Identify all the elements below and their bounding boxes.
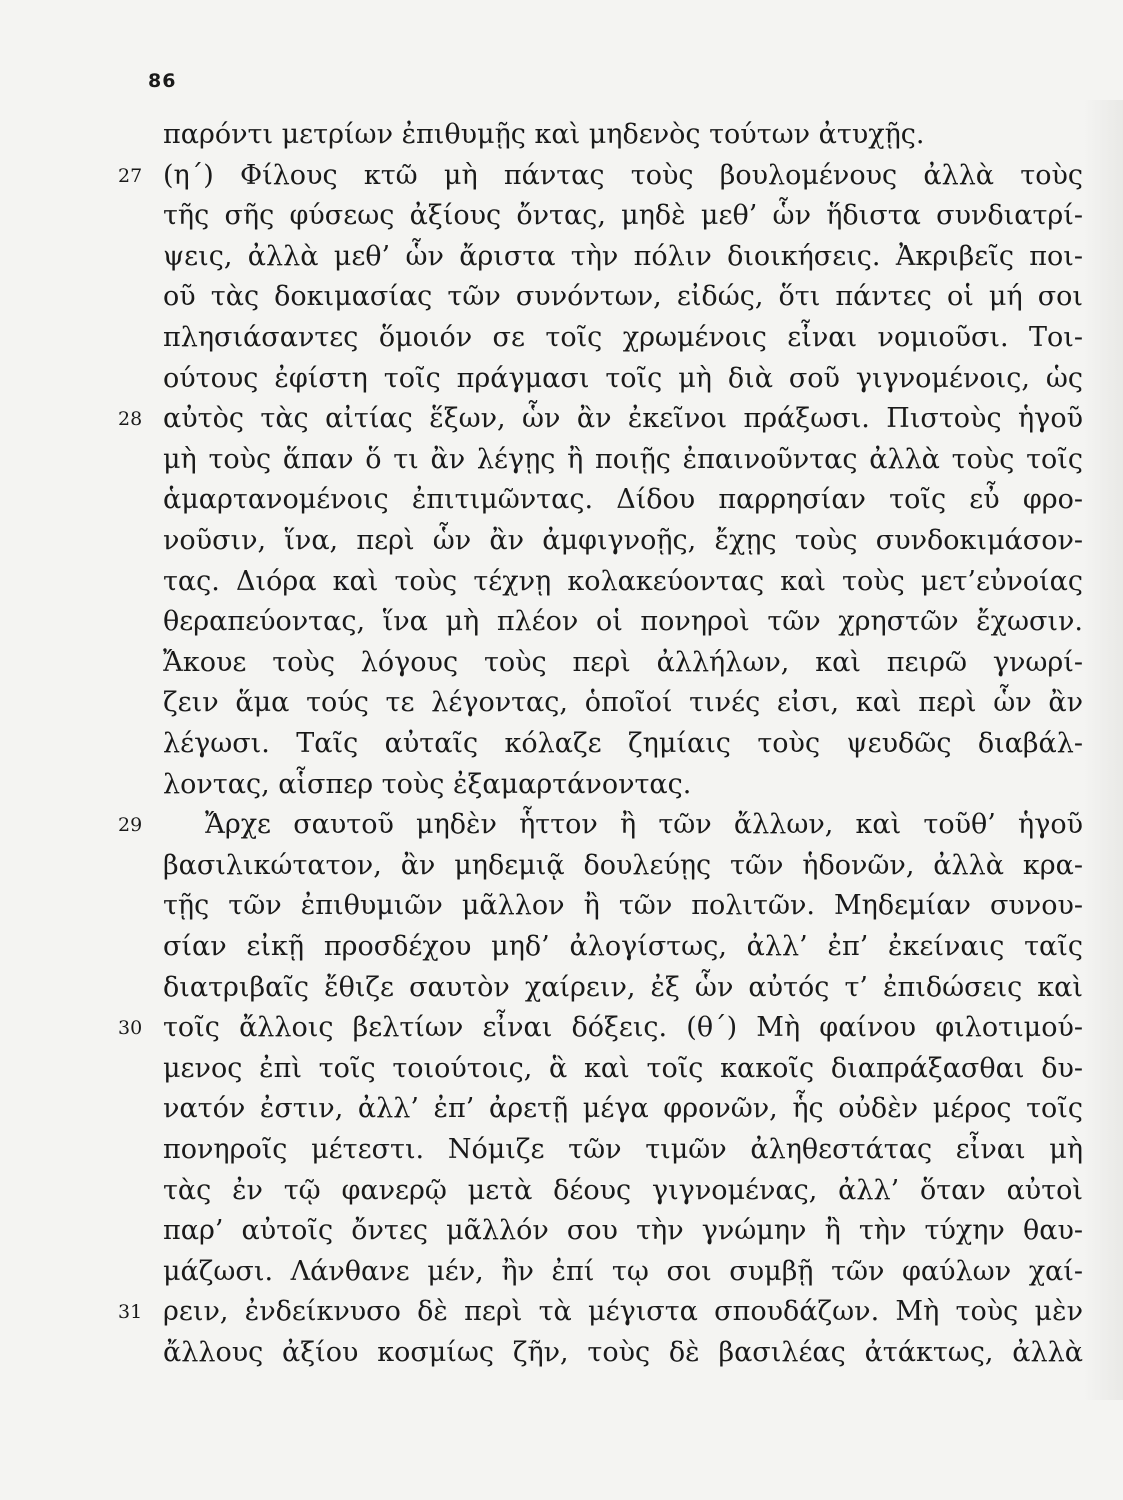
text-line: θεραπεύοντας, ἵνα μὴ πλέον οἱ πονηροὶ τῶν χρηστῶν ἔχωσιν. — [163, 606, 1083, 638]
text-line: τοῖς ἄλλοις βελτίων εἶναι δόξεις. (θ΄) Μὴ φαίνου φιλοτιμού- — [163, 1012, 1083, 1044]
text-line: οῦ τὰς δοκιμασίας τῶν συνόντων, εἰδώς, ὅτι πάντες οἱ μή σοι — [163, 281, 1083, 313]
section-marker: 28 — [118, 408, 143, 431]
text-line: μάζωσι. Λάνθανε μέν, ἢν ἐπί τῳ σοι συμβῇ τῶν φαύλων χαί- — [163, 1255, 1083, 1287]
section-marker: 29 — [118, 814, 143, 837]
text-line: τῆς σῆς φύσεως ἀξίους ὄντας, μηδὲ μεθ’ ὧν ἥδιστα συνδιατρί- — [163, 200, 1083, 232]
text-line: μὴ τοὺς ἅπαν ὅ τι ἂν λέγῃς ἢ ποιῇς ἐπαινοῦντας ἀλλὰ τοὺς τοῖς — [163, 443, 1083, 475]
text-line: πονηροῖς μέτεστι. Νόμιζε τῶν τιμῶν ἀληθεστάτας εἶναι μὴ — [163, 1134, 1083, 1165]
text-line: βασιλικώτατον, ἂν μηδεμιᾷ δουλεύῃς τῶν ἡδονῶν, ἀλλὰ κρα- — [163, 849, 1083, 881]
text-line: λοντας, αἷσπερ τοὺς ἐξαμαρτάνοντας. — [163, 768, 692, 800]
section-marker: 27 — [118, 164, 143, 187]
text-line: σίαν εἰκῇ προσδέχου μηδ’ ἀλογίστως, ἀλλ’ ἐπ’ ἐκείναις ταῖς — [163, 931, 1083, 962]
page-number: 86 — [148, 70, 177, 92]
text-line: αὐτὸς τὰς αἰτίας ἕξων, ὧν ἂν ἐκεῖνοι πράξωσι. Πιστοὺς ἡγοῦ — [163, 403, 1083, 435]
text-line: τῇς τῶν ἐπιθυμιῶν μᾶλλον ἢ τῶν πολιτῶν. Μηδεμίαν συνου- — [163, 890, 1083, 922]
text-line: Ἄκουε τοὺς λόγους τοὺς περὶ ἀλλήλων, καὶ πειρῶ γνωρί- — [163, 646, 1083, 678]
text-line: παρ’ αὐτοῖς ὄντες μᾶλλόν σου τὴν γνώμην ἢ τὴν τύχην θαυ- — [163, 1215, 1083, 1247]
text-line: μενος ἐπὶ τοῖς τοιούτοις, ἃ καὶ τοῖς κακοῖς διαπράξασθαι δυ- — [163, 1052, 1083, 1084]
text-line: ψεις, ἀλλὰ μεθ’ ὧν ἄριστα τὴν πόλιν διοικήσεις. Ἀκριβεῖς ποι- — [163, 240, 1083, 272]
text-line: παρόντι μετρίων ἐπιθυμῇς καὶ μηδενὸς τούτων ἀτυχῇς. — [163, 119, 925, 150]
text-line: ἄλλους ἀξίου κοσμίως ζῆν, τοὺς δὲ βασιλέας ἀτάκτως, ἀλλὰ — [163, 1337, 1083, 1368]
text-line: πλησιάσαντες ὅμοιόν σε τοῖς χρωμένοις εἶναι νομιοῦσι. Τοι- — [163, 322, 1083, 353]
text-line: διατριβαῖς ἔθιζε σαυτὸν χαίρειν, ἐξ ὧν αὐτός τ’ ἐπιδώσεις καὶ — [163, 971, 1083, 1003]
text-line: Ἄρχε σαυτοῦ μηδὲν ἧττον ἢ τῶν ἄλλων, καὶ τοῦθ’ ἡγοῦ — [205, 809, 1083, 841]
text-line: νατόν ἐστιν, ἀλλ’ ἐπ’ ἀρετῇ μέγα φρονῶν, ἧς οὐδὲν μέρος τοῖς — [163, 1093, 1083, 1125]
section-marker: 30 — [118, 1017, 143, 1040]
text-line: λέγωσι. Ταῖς αὐταῖς κόλαζε ζημίαις τοὺς ψευδῶς διαβάλ- — [163, 728, 1083, 759]
text-line: τας. Διόρα καὶ τοὺς τέχνῃ κολακεύοντας καὶ τοὺς μετ’εὐνοίας — [163, 565, 1083, 597]
text-line: (η΄) Φίλους κτῶ μὴ πάντας τοὺς βουλομένους ἀλλὰ τοὺς — [163, 159, 1083, 191]
text-line: ρειν, ἐνδείκνυσο δὲ περὶ τὰ μέγιστα σπουδάζων. Μὴ τοὺς μὲν — [163, 1296, 1083, 1328]
section-marker: 31 — [118, 1301, 143, 1324]
text-line: ούτους ἐφίστη τοῖς πράγμασι τοῖς μὴ διὰ σοῦ γιγνομένοις, ὡς — [163, 362, 1083, 394]
text-line: νοῦσιν, ἵνα, περὶ ὧν ἂν ἀμφιγνοῇς, ἔχῃς τοὺς συνδοκιμάσον- — [163, 525, 1083, 556]
text-line: τὰς ἐν τῷ φανερῷ μετὰ δέους γιγνομένας, ἀλλ’ ὅταν αὐτοὶ — [163, 1174, 1083, 1206]
text-line: ζειν ἅμα τούς τε λέγοντας, ὁποῖοί τινές εἰσι, καὶ περὶ ὧν ἂν — [163, 687, 1083, 719]
bleed-through-shadow — [1083, 100, 1123, 1400]
text-line: ἁμαρτανομένοις ἐπιτιμῶντας. Δίδου παρρησίαν τοῖς εὖ φρο- — [163, 484, 1083, 516]
